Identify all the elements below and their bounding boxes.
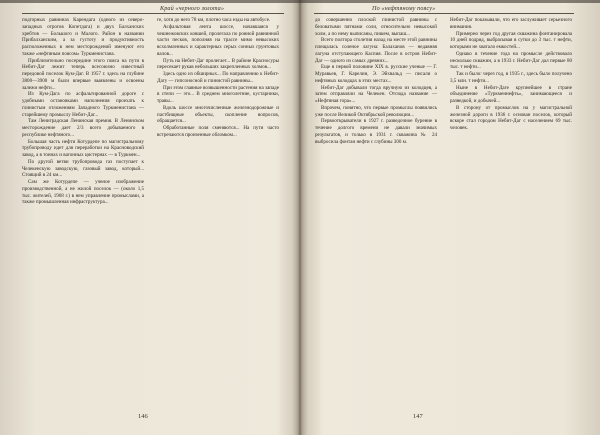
paragraph: Ныне в Небит-Даге крупнейшее в стране объединение «Туркменнефть», занимающееся и разведкой, и добычей... xyxy=(450,84,572,104)
left-column-1 xyxy=(22,17,144,206)
page-number-left: 146 xyxy=(138,413,148,420)
paragraph: Путь на Небит-Даг пролегает... В районе Красносуры пересекает рукав небольших закрепленных холмов... xyxy=(157,57,279,71)
paragraph: Здесь одно из обширных... По направлению к Небит-Дагу — гипсоносной и глинистой равнины... xyxy=(157,71,279,84)
paragraph: Из Кум-Дага по асфальтированной дороге с удобными остановками наполнения проехать к глинистым отложениям Западного Туркменистана — старейшему промыслу Небит-Даг... xyxy=(22,91,144,118)
paragraph: Там Лениградская Ленинская премия. В Ленинском месторождение дает 2/3 всего добываемого в республике нефтяного... xyxy=(22,118,144,138)
paragraph: подгорных равнинах Карендага (одного из северо-западных отрогов Копетдага) и двух Балханских хребтов — Большого и Малого. Район в названии Прибалханским, а за густоту и продуктивность расположенных в нем месторождений именуют его также «нефтяным поясом» Туркменистана. xyxy=(22,17,144,57)
paragraph: Примерно через год другая скважина фонтанировала 10 дней подряд, выбрасывая в сутки до 3 тыс. т нефти, которыми не хватало емкостей... xyxy=(450,30,572,50)
paragraph: Асфальтовая лента шоссе, начавшаяся у чешнежовских ковшей, пролегала по ровной равнинной части песков, пополняя на трассе мимо невысоких всхолмленных и характерных серых сонных грунтовых валов... xyxy=(157,23,279,57)
right-page xyxy=(300,0,600,435)
paragraph: Всего полтора столетия назад на месте этой равнины плещалась соленое лагуна: Балаханов — недавняя лагуна отступающего Каспия. После в остров Небит-Даг — одного из самых древних... xyxy=(315,37,437,64)
running-header-left: Край «черного золота» xyxy=(160,5,225,12)
header-rule-right xyxy=(314,13,574,14)
paragraph: Так и было: через год, в 1935 г., здесь было получено 3,5 млн. т нефти... xyxy=(450,71,572,84)
paragraph: По другой ветви трубопровода газ поступает к Челекенскую заводскую, газовый завод, который... Стоящий в 24 км... xyxy=(22,158,144,179)
header-rule-left xyxy=(22,13,284,14)
paragraph: Однако в течение года на промысле действовало несколько скважин, а в 1933 г. Небит-Даг дал первые 80 тыс. т нефти... xyxy=(450,50,572,71)
page-number-right: 147 xyxy=(413,413,423,420)
paragraph: Еще в первой половине XIX в. русские ученые — Г. Муравьев, Г. Карелин, Э. Эйхвальд — писали о нефтяных колодцах в этих местах... xyxy=(315,64,437,84)
paragraph: При этом главные возвышенности растения на западе в степи — это... В среднем многолетние, кустарники, травы... xyxy=(157,84,279,104)
paragraph: Обработанные поля сменяются... На пути часто встречаются пронзенные обломком... xyxy=(157,125,279,138)
paragraph: Небит-Даг добывали тогда вручную из колодцев, а затем отправляли на Челекен. Отсюда название — «Нефтяная гора»... xyxy=(315,84,437,104)
paragraph: Вдоль шоссе многочисленные железнодорожные и пастбищные объекты, скопление вопросов, обращается... xyxy=(157,104,279,125)
paragraph: В сторону от промыслов на у магистральной железной дороги в 1936 г. основан поселок, который вскоре стал городом Небит-Даг с населением 69 тыс. человек. xyxy=(450,104,572,131)
right-column-1 xyxy=(315,17,437,145)
left-column-2 xyxy=(157,17,279,139)
paragraph: до совершенно плоской глинистой равнины с беловатыми пятнами соли, относительно невысокой холм, а по нему выписаны, пишем, выпаш... xyxy=(315,17,437,37)
running-header-right: По «нефтяному поясу» xyxy=(372,5,436,12)
paragraph: Небит-Даг показывали, что его заслуживает серьезного внимания. xyxy=(450,17,572,30)
paragraph: Большая часть нефти Котурдепе по магистральному трубопроводу идет для переработки на Красноводский завод, а в тоннах и вагонных цистернах — в Туркмен... xyxy=(22,138,144,158)
right-column-2 xyxy=(450,17,572,132)
paragraph: Сам же Котурдепе — ученое изображение производственной, а не жилой поселок — (около 1,5 тыс. жителей, 1968 г.) в нем управление промыслами, а также промышленная инфраструктура... xyxy=(22,179,144,206)
paragraph: ге, хотя до него 78 км, плотно часа езды на автобусе. xyxy=(157,17,271,23)
book-gutter xyxy=(292,0,308,435)
paragraph: Впрочем, понятно, что первые промыслы появились уже после Великой Октябрьской революции... xyxy=(315,104,437,118)
paragraph: Приблизительно посередине этого пояса на пути в Небит-Даг лежит теперь всесоюзно известный передовой поселок Кум-Даг. В 1957 г. здесь на глубине 3800—3900 м были впервые выявлены и освоены залежи нефти... xyxy=(22,57,144,91)
paragraph: Первооткрыватели в 1927 г. разведочное бурение в течение долгого времени не давали значимых результатов, и только в 1931 г. скважина № 24 выбросила фонтан нефти с глубины 300 м. xyxy=(315,118,437,145)
